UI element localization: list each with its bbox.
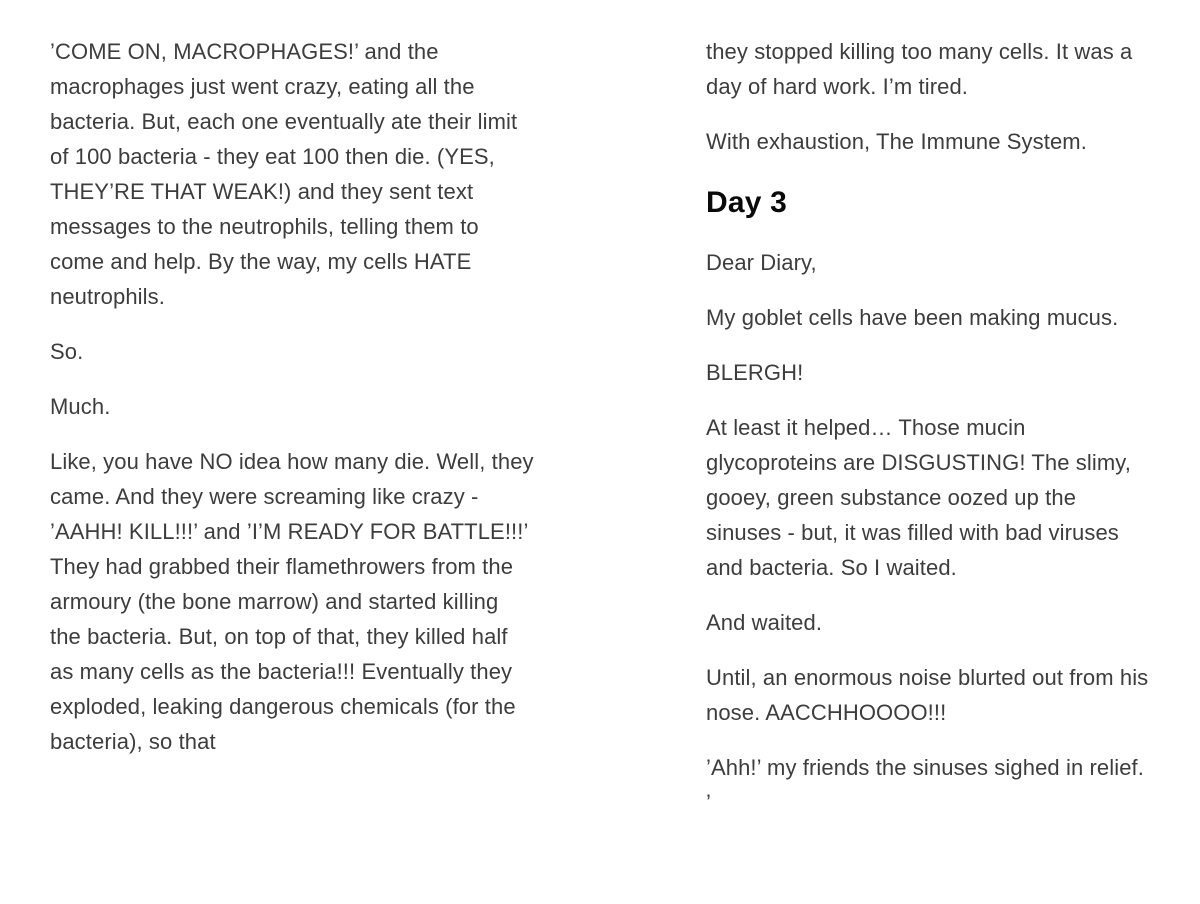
- paragraph: Until, an enormous noise blurted out from his nose. AACCHHOOOO!!!: [706, 665, 1149, 725]
- paragraph: Much.: [50, 394, 111, 419]
- paragraph: BLERGH!: [706, 360, 804, 385]
- paragraph: With exhaustion, The Immune System.: [706, 129, 1087, 154]
- right-text-column: [706, 34, 1154, 840]
- paragraph: they stopped killing too many cells. It was a day of hard work. I’m tired.: [706, 39, 1133, 99]
- paragraph: At least it helped… Those mucin glycoproteins are DISGUSTING! The slimy, gooey, green substance oozed up the sinuses - but, it was filled with bad viruses and bacteria. So I waited.: [706, 415, 1131, 580]
- day-3-heading: Day 3: [706, 186, 788, 219]
- paragraph: And waited.: [706, 610, 823, 635]
- paragraph: My goblet cells have been making mucus.: [706, 305, 1119, 330]
- left-text-column: [50, 34, 534, 779]
- paragraph: Dear Diary,: [706, 250, 817, 275]
- paragraph: ’Ahh!’ my friends the sinuses sighed in relief. ’: [706, 755, 1144, 815]
- paragraph: ’COME ON, MACROPHAGES!’ and the macrophages just went crazy, eating all the bacteria. But, each one eventually ate their limit of 100 bacteria - they eat 100 then die. (YES, THEY’RE THAT WEAK!) and they sent text messages to the neutrophils, telling them to come and help. By the way, my cells HATE neutrophils.: [50, 39, 518, 309]
- paragraph: So.: [50, 339, 84, 364]
- paragraph: Like, you have NO idea how many die. Well, they came. And they were screaming like crazy - ’AAHH! KILL!!!’ and ’I’M READY FOR BATTLE!!!’ They had grabbed their flamethrowers from the armoury (the bone marrow) and started killing the bacteria. But, on top of that, they killed half as many cells as the bacteria!!! Eventually they exploded, leaking dangerous chemicals (for the bacteria), so that: [50, 449, 534, 754]
